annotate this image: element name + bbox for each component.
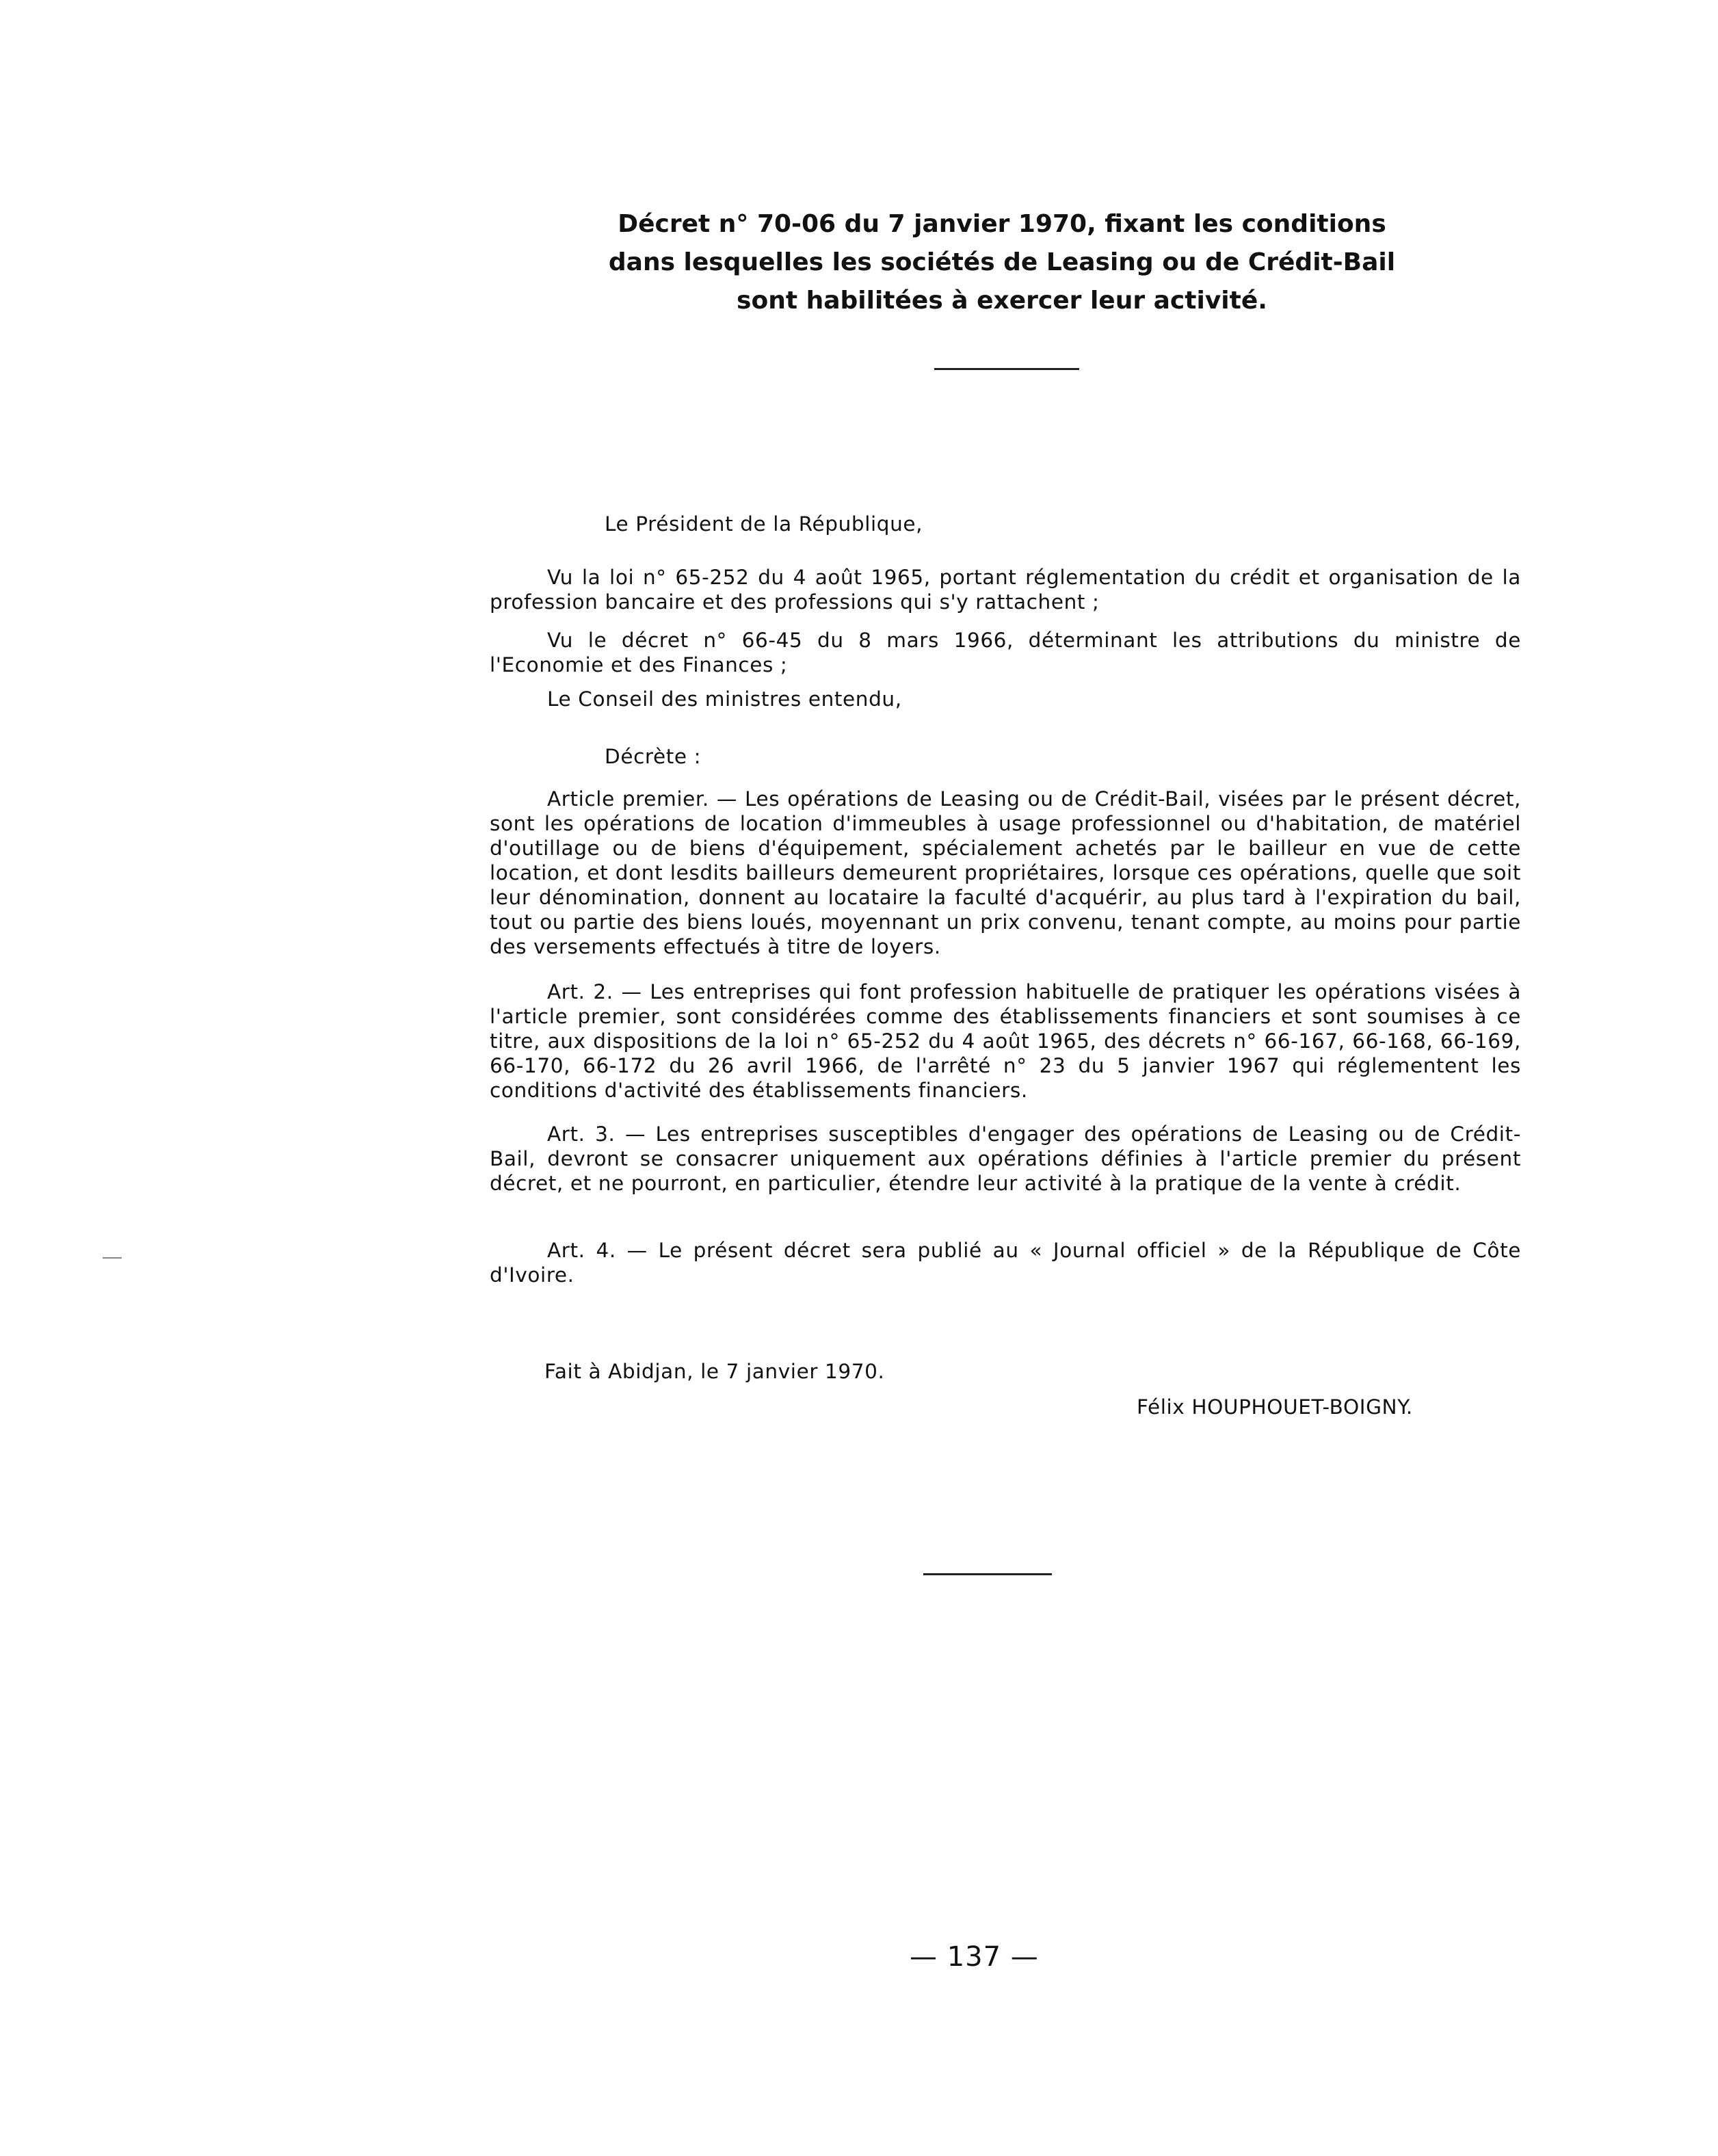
article-1: Article premier. — Les opérations de Leasing ou de Crédit-Bail, visées par le présent décret, sont les opérations de location d'immeubles à usage professionnel ou d'habitation, de matériel d'outillage ou de biens d'équipement, spécialement achetés par le bailleur en vue de cette location, et dont lesdits bailleurs demeurent propriétaires, lorsque ces opérations, quelle que soit leur dénomination, donnent au locataire la faculté d'acquérir, au plus tard à l'expiration du bail, tout ou partie des biens loués, moyennant un prix convenu, tenant compte, au moins pour partie des versements effectués à titre de loyers.: [490, 787, 1521, 958]
article-3: Art. 3. — Les entreprises susceptibles d'engager des opérations de Leasing ou de Crédit-Bail, devront se consacrer uniquement aux opérations définies à l'article premier du présent décret, et ne pourront, en particulier, étendre leur activité à la pratique de la vente à crédit.: [490, 1122, 1521, 1195]
signature: Félix HOUPHOUET-BOIGNY.: [1137, 1395, 1413, 1419]
fait-a-abidjan: Fait à Abidjan, le 7 janvier 1970.: [544, 1360, 885, 1383]
closing-divider: [923, 1573, 1052, 1575]
article-2: Art. 2. — Les entreprises qui font profession habituelle de pratiquer les opérations visées à l'article premier, sont considérées comme des établissements financiers et sont soumises à ce titre, aux dispositions de la loi n° 65-252 du 4 août 1965, des décrets n° 66-167, 66-168, 66-169, 66-170, 66-172 du 26 avril 1966, de l'arrêté n° 23 du 5 janvier 1967 qui réglementent les conditions d'activité des établissements financiers.: [490, 980, 1521, 1102]
page-number: — 137 —: [910, 1941, 1039, 1973]
title-divider: [934, 368, 1079, 370]
decree-title: [581, 205, 1423, 320]
title-line-3: sont habilitées à exercer leur activité.: [737, 287, 1267, 315]
scan-speck: [103, 1257, 122, 1259]
title-line-1: Décret n° 70-06 du 7 janvier 1970, fixant les conditions: [618, 210, 1386, 238]
article-4: Art. 4. — Le présent décret sera publié au « Journal officiel » de la République de Côte d'Ivoire.: [490, 1239, 1521, 1287]
conseil-paragraph: Le Conseil des ministres entendu,: [547, 687, 902, 711]
title-line-2: dans lesquelles les sociétés de Leasing ou de Crédit-Bail: [608, 248, 1396, 276]
president-line: Le Président de la République,: [605, 512, 923, 536]
vu-loi-paragraph: Vu la loi n° 65-252 du 4 août 1965, portant réglementation du crédit et organisation de la profession bancaire et des professions qui s'y rattachent ;: [490, 566, 1521, 614]
decrete-line: Décrète :: [605, 745, 702, 768]
vu-decret-paragraph: Vu le décret n° 66-45 du 8 mars 1966, déterminant les attributions du ministre de l'Economie et des Finances ;: [490, 629, 1521, 676]
